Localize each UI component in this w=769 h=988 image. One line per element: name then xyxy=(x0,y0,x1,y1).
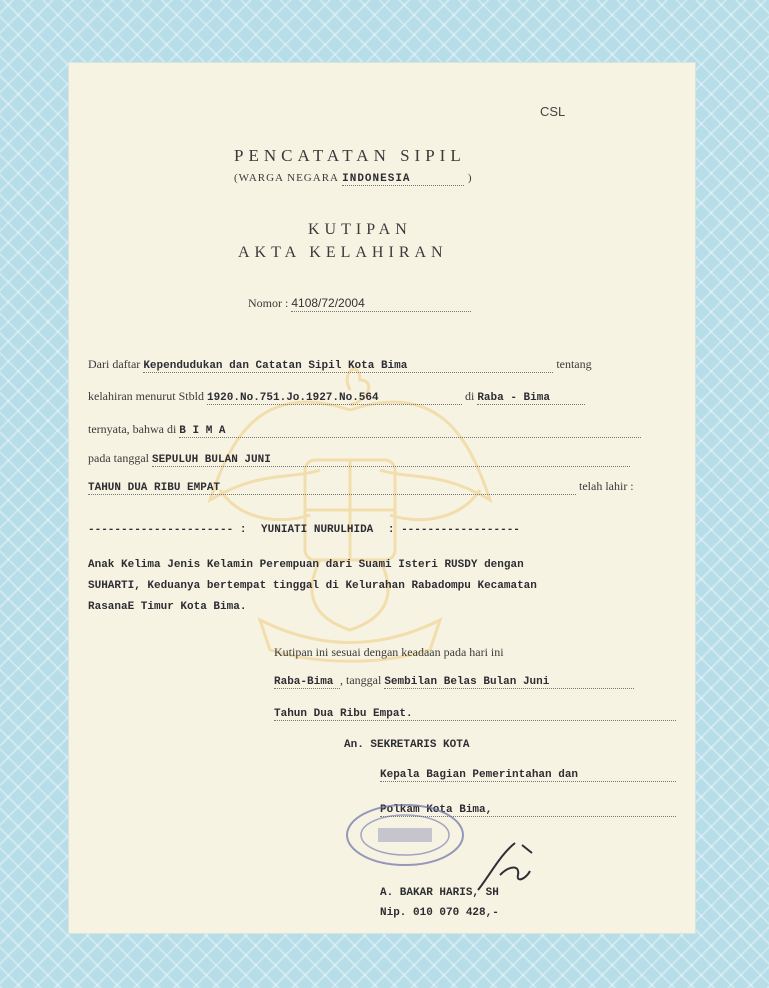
child-description-3: RasanaE Timur Kota Bima. xyxy=(88,601,247,613)
birth-year-field xyxy=(88,479,576,495)
from-label: Dari daftar xyxy=(88,357,141,371)
at-label: di xyxy=(464,389,475,403)
doc-title-1: KUTIPAN xyxy=(308,221,412,238)
register-value: Kependudukan dan Catatan Sipil Kota Bima xyxy=(143,360,408,372)
found-label: ternyata, bahwa di xyxy=(88,422,177,436)
official-stamp xyxy=(340,800,470,870)
position-2: Polkam Kota Bima, xyxy=(380,804,676,817)
issue-date-field xyxy=(384,673,634,689)
birth-date-field xyxy=(152,451,630,467)
registry-title: PENCATATAN SIPIL xyxy=(234,146,466,165)
birth-date-line xyxy=(88,451,630,467)
signature xyxy=(470,835,540,895)
birth-place-field xyxy=(179,422,641,438)
birth-date-value: SEPULUH BULAN JUNI xyxy=(151,454,271,466)
doc-title-2: AKTA KELAHIRAN xyxy=(238,244,448,261)
name-dash-left: ---------------------- : xyxy=(88,524,247,536)
issue-date-label: , tanggal xyxy=(340,673,382,687)
citizenship-value: INDONESIA xyxy=(342,173,411,185)
birth-place-value: B I M A xyxy=(179,425,226,437)
issue-year: Tahun Dua Ribu Empat. xyxy=(274,708,676,721)
issue-year-line xyxy=(274,703,676,721)
closing-statement: Kutipan ini sesuai dengan keadaan pada hari ini xyxy=(274,645,504,659)
issue-date: Sembilan Belas Bulan Juni xyxy=(384,676,550,688)
child-description-2: SUHARTI, Keduanya bertempat tinggal di Kelurahan Rabadompu Kecamatan xyxy=(88,580,537,592)
child-name-line xyxy=(88,524,520,536)
position-line-1 xyxy=(380,764,676,782)
issue-place: Raba-Bima xyxy=(274,676,334,688)
born-label: telah lahir : xyxy=(579,479,634,493)
official-name: A. BAKAR HARIS, SH xyxy=(380,887,499,899)
date-label: pada tanggal xyxy=(88,451,149,465)
register-line xyxy=(88,357,678,373)
official-nip: Nip. 010 070 428,- xyxy=(380,907,499,919)
number-field xyxy=(291,296,471,312)
issue-line xyxy=(274,673,634,689)
statute-line xyxy=(88,389,678,405)
register-field xyxy=(143,357,553,373)
citizenship-suffix: ) xyxy=(467,172,473,184)
child-description-1: Anak Kelima Jenis Kelamin Perempuan dari Suami Isteri RUSDY dengan xyxy=(88,559,524,571)
name-dash-right: : ------------------ xyxy=(387,524,520,536)
issue-place-field xyxy=(274,673,340,689)
number-value: 4108/72/2004 xyxy=(291,296,365,310)
register-place-value: Raba - Bima xyxy=(477,392,550,404)
on-behalf: An. SEKRETARIS KOTA xyxy=(344,739,470,751)
number-label: Nomor : xyxy=(248,296,289,310)
citizenship-prefix: (WARGA NEGARA xyxy=(234,172,339,184)
birth-label: kelahiran menurut Stbld xyxy=(88,389,204,403)
statute-field xyxy=(207,389,462,405)
about-label: tentang xyxy=(556,357,592,371)
form-code: CSL xyxy=(540,104,566,119)
birth-year-line xyxy=(88,479,634,495)
child-name: YUNIATI NURULHIDA xyxy=(261,524,374,536)
register-place-field xyxy=(477,389,585,405)
position-1: Kepala Bagian Pemerintahan dan xyxy=(380,769,676,782)
citizenship-line xyxy=(234,172,473,186)
citizenship-field xyxy=(342,172,464,186)
number-line xyxy=(248,296,471,312)
statute-value: 1920.No.751.Jo.1927.No.564 xyxy=(206,392,379,404)
birth-year-value: TAHUN DUA RIBU EMPAT xyxy=(88,482,221,494)
birth-place-line xyxy=(88,422,641,438)
